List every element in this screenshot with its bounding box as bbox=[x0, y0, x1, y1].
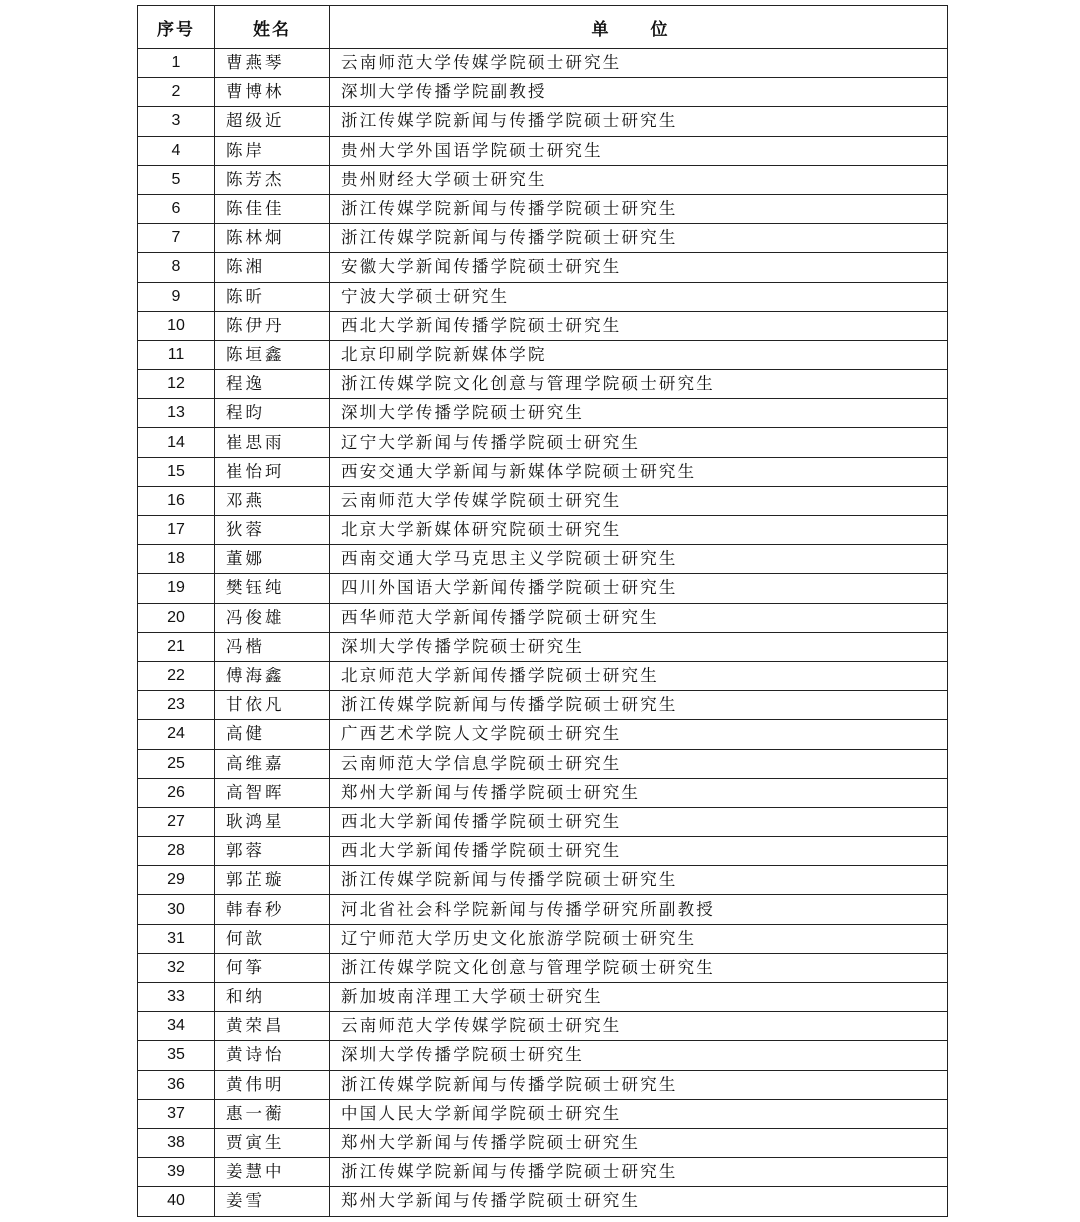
row-index: 21 bbox=[138, 632, 215, 661]
row-name: 黄荣昌 bbox=[215, 1012, 330, 1041]
table-row bbox=[138, 370, 948, 399]
row-name: 陈伊丹 bbox=[215, 311, 330, 340]
table-row bbox=[138, 165, 948, 194]
row-name: 程逸 bbox=[215, 370, 330, 399]
row-name: 曹燕琴 bbox=[215, 49, 330, 78]
table-row bbox=[138, 311, 948, 340]
table-row bbox=[138, 516, 948, 545]
row-unit: 郑州大学新闻与传播学院硕士研究生 bbox=[330, 1128, 948, 1157]
table-row bbox=[138, 224, 948, 253]
row-name: 惠一蘅 bbox=[215, 1099, 330, 1128]
table-row bbox=[138, 661, 948, 690]
row-unit: 浙江传媒学院新闻与传播学院硕士研究生 bbox=[330, 1158, 948, 1187]
table-row bbox=[138, 399, 948, 428]
row-unit: 深圳大学传播学院硕士研究生 bbox=[330, 632, 948, 661]
row-unit: 河北省社会科学院新闻与传播学研究所副教授 bbox=[330, 895, 948, 924]
table-row bbox=[138, 720, 948, 749]
row-index: 39 bbox=[138, 1158, 215, 1187]
table-row bbox=[138, 194, 948, 223]
table-row bbox=[138, 545, 948, 574]
row-name: 姜慧中 bbox=[215, 1158, 330, 1187]
row-unit: 浙江传媒学院新闻与传播学院硕士研究生 bbox=[330, 691, 948, 720]
table-body bbox=[138, 49, 948, 1217]
header-row bbox=[138, 6, 948, 49]
row-name: 高智晖 bbox=[215, 778, 330, 807]
row-name: 高健 bbox=[215, 720, 330, 749]
row-unit: 郑州大学新闻与传播学院硕士研究生 bbox=[330, 778, 948, 807]
row-name: 贾寅生 bbox=[215, 1128, 330, 1157]
row-index: 34 bbox=[138, 1012, 215, 1041]
row-name: 陈林炯 bbox=[215, 224, 330, 253]
roster-table bbox=[137, 5, 948, 1217]
table-row bbox=[138, 340, 948, 369]
row-index: 6 bbox=[138, 194, 215, 223]
row-name: 耿鸿星 bbox=[215, 807, 330, 836]
row-index: 22 bbox=[138, 661, 215, 690]
row-unit: 北京印刷学院新媒体学院 bbox=[330, 340, 948, 369]
row-index: 38 bbox=[138, 1128, 215, 1157]
row-index: 20 bbox=[138, 603, 215, 632]
row-name: 郭芷璇 bbox=[215, 866, 330, 895]
table-row bbox=[138, 953, 948, 982]
row-unit: 浙江传媒学院新闻与传播学院硕士研究生 bbox=[330, 866, 948, 895]
table-row bbox=[138, 895, 948, 924]
row-unit: 西北大学新闻传播学院硕士研究生 bbox=[330, 311, 948, 340]
row-unit: 云南师范大学传媒学院硕士研究生 bbox=[330, 49, 948, 78]
row-name: 陈岸 bbox=[215, 136, 330, 165]
row-name: 傅海鑫 bbox=[215, 661, 330, 690]
row-index: 10 bbox=[138, 311, 215, 340]
row-index: 28 bbox=[138, 837, 215, 866]
row-index: 4 bbox=[138, 136, 215, 165]
row-unit: 浙江传媒学院新闻与传播学院硕士研究生 bbox=[330, 224, 948, 253]
row-unit: 北京师范大学新闻传播学院硕士研究生 bbox=[330, 661, 948, 690]
row-name: 陈湘 bbox=[215, 253, 330, 282]
table-row bbox=[138, 107, 948, 136]
table-row bbox=[138, 574, 948, 603]
table-row bbox=[138, 603, 948, 632]
row-name: 冯俊雄 bbox=[215, 603, 330, 632]
row-unit: 云南师范大学传媒学院硕士研究生 bbox=[330, 1012, 948, 1041]
row-index: 33 bbox=[138, 983, 215, 1012]
row-unit: 西华师范大学新闻传播学院硕士研究生 bbox=[330, 603, 948, 632]
row-name: 姜雪 bbox=[215, 1187, 330, 1216]
row-unit: 宁波大学硕士研究生 bbox=[330, 282, 948, 311]
row-index: 19 bbox=[138, 574, 215, 603]
row-unit: 浙江传媒学院新闻与传播学院硕士研究生 bbox=[330, 194, 948, 223]
row-index: 26 bbox=[138, 778, 215, 807]
row-index: 35 bbox=[138, 1041, 215, 1070]
row-name: 超级近 bbox=[215, 107, 330, 136]
row-name: 和纳 bbox=[215, 983, 330, 1012]
table-row bbox=[138, 1158, 948, 1187]
row-unit: 深圳大学传播学院硕士研究生 bbox=[330, 399, 948, 428]
table-row bbox=[138, 866, 948, 895]
row-index: 29 bbox=[138, 866, 215, 895]
table-row bbox=[138, 837, 948, 866]
row-name: 崔思雨 bbox=[215, 428, 330, 457]
row-name: 甘依凡 bbox=[215, 691, 330, 720]
table-row bbox=[138, 749, 948, 778]
table-row bbox=[138, 1128, 948, 1157]
row-index: 9 bbox=[138, 282, 215, 311]
row-unit: 浙江传媒学院文化创意与管理学院硕士研究生 bbox=[330, 370, 948, 399]
table-row bbox=[138, 1012, 948, 1041]
row-index: 5 bbox=[138, 165, 215, 194]
table-row bbox=[138, 457, 948, 486]
row-index: 37 bbox=[138, 1099, 215, 1128]
row-unit: 深圳大学传播学院硕士研究生 bbox=[330, 1041, 948, 1070]
table-row bbox=[138, 1099, 948, 1128]
row-unit: 西北大学新闻传播学院硕士研究生 bbox=[330, 837, 948, 866]
row-unit: 浙江传媒学院新闻与传播学院硕士研究生 bbox=[330, 1070, 948, 1099]
row-index: 30 bbox=[138, 895, 215, 924]
table-row bbox=[138, 136, 948, 165]
row-unit: 西北大学新闻传播学院硕士研究生 bbox=[330, 807, 948, 836]
row-unit: 贵州大学外国语学院硕士研究生 bbox=[330, 136, 948, 165]
row-name: 程昀 bbox=[215, 399, 330, 428]
row-name: 董娜 bbox=[215, 545, 330, 574]
row-name: 陈芳杰 bbox=[215, 165, 330, 194]
row-index: 24 bbox=[138, 720, 215, 749]
row-index: 27 bbox=[138, 807, 215, 836]
table-row bbox=[138, 78, 948, 107]
row-unit: 浙江传媒学院文化创意与管理学院硕士研究生 bbox=[330, 953, 948, 982]
row-name: 狄蓉 bbox=[215, 516, 330, 545]
row-unit: 辽宁大学新闻与传播学院硕士研究生 bbox=[330, 428, 948, 457]
row-name: 曹博林 bbox=[215, 78, 330, 107]
row-unit: 贵州财经大学硕士研究生 bbox=[330, 165, 948, 194]
table-row bbox=[138, 49, 948, 78]
row-name: 冯楷 bbox=[215, 632, 330, 661]
table-row bbox=[138, 1041, 948, 1070]
row-index: 18 bbox=[138, 545, 215, 574]
row-unit: 深圳大学传播学院副教授 bbox=[330, 78, 948, 107]
table-row bbox=[138, 486, 948, 515]
table-row bbox=[138, 253, 948, 282]
row-index: 14 bbox=[138, 428, 215, 457]
row-unit: 安徽大学新闻传播学院硕士研究生 bbox=[330, 253, 948, 282]
row-unit: 西南交通大学马克思主义学院硕士研究生 bbox=[330, 545, 948, 574]
row-index: 12 bbox=[138, 370, 215, 399]
row-index: 7 bbox=[138, 224, 215, 253]
row-unit: 北京大学新媒体研究院硕士研究生 bbox=[330, 516, 948, 545]
row-index: 32 bbox=[138, 953, 215, 982]
row-index: 15 bbox=[138, 457, 215, 486]
table-row bbox=[138, 1187, 948, 1216]
row-index: 25 bbox=[138, 749, 215, 778]
header-name: 姓名 bbox=[215, 6, 330, 49]
row-name: 樊钰纯 bbox=[215, 574, 330, 603]
row-name: 陈垣鑫 bbox=[215, 340, 330, 369]
row-unit: 中国人民大学新闻学院硕士研究生 bbox=[330, 1099, 948, 1128]
row-index: 36 bbox=[138, 1070, 215, 1099]
table-row bbox=[138, 807, 948, 836]
row-name: 陈佳佳 bbox=[215, 194, 330, 223]
table-row bbox=[138, 632, 948, 661]
row-index: 23 bbox=[138, 691, 215, 720]
row-index: 17 bbox=[138, 516, 215, 545]
row-name: 黄诗怡 bbox=[215, 1041, 330, 1070]
table-row bbox=[138, 428, 948, 457]
row-unit: 浙江传媒学院新闻与传播学院硕士研究生 bbox=[330, 107, 948, 136]
row-unit: 新加坡南洋理工大学硕士研究生 bbox=[330, 983, 948, 1012]
row-name: 郭蓉 bbox=[215, 837, 330, 866]
table-header bbox=[138, 6, 948, 49]
row-name: 陈昕 bbox=[215, 282, 330, 311]
row-index: 31 bbox=[138, 924, 215, 953]
row-index: 1 bbox=[138, 49, 215, 78]
row-unit: 西安交通大学新闻与新媒体学院硕士研究生 bbox=[330, 457, 948, 486]
table-row bbox=[138, 691, 948, 720]
row-unit: 云南师范大学信息学院硕士研究生 bbox=[330, 749, 948, 778]
row-index: 8 bbox=[138, 253, 215, 282]
row-unit: 广西艺术学院人文学院硕士研究生 bbox=[330, 720, 948, 749]
table-row bbox=[138, 282, 948, 311]
table-row bbox=[138, 924, 948, 953]
row-index: 3 bbox=[138, 107, 215, 136]
header-index: 序号 bbox=[138, 6, 215, 49]
row-index: 16 bbox=[138, 486, 215, 515]
row-name: 韩春秒 bbox=[215, 895, 330, 924]
row-unit: 四川外国语大学新闻传播学院硕士研究生 bbox=[330, 574, 948, 603]
row-unit: 云南师范大学传媒学院硕士研究生 bbox=[330, 486, 948, 515]
table-row bbox=[138, 778, 948, 807]
row-name: 崔怡珂 bbox=[215, 457, 330, 486]
row-index: 2 bbox=[138, 78, 215, 107]
row-name: 黄伟明 bbox=[215, 1070, 330, 1099]
row-name: 邓燕 bbox=[215, 486, 330, 515]
row-name: 高维嘉 bbox=[215, 749, 330, 778]
table-row bbox=[138, 983, 948, 1012]
row-name: 何筝 bbox=[215, 953, 330, 982]
row-index: 11 bbox=[138, 340, 215, 369]
row-unit: 辽宁师范大学历史文化旅游学院硕士研究生 bbox=[330, 924, 948, 953]
row-index: 13 bbox=[138, 399, 215, 428]
table-row bbox=[138, 1070, 948, 1099]
row-name: 何歆 bbox=[215, 924, 330, 953]
row-unit: 郑州大学新闻与传播学院硕士研究生 bbox=[330, 1187, 948, 1216]
row-index: 40 bbox=[138, 1187, 215, 1216]
header-unit: 单 位 bbox=[330, 6, 948, 49]
